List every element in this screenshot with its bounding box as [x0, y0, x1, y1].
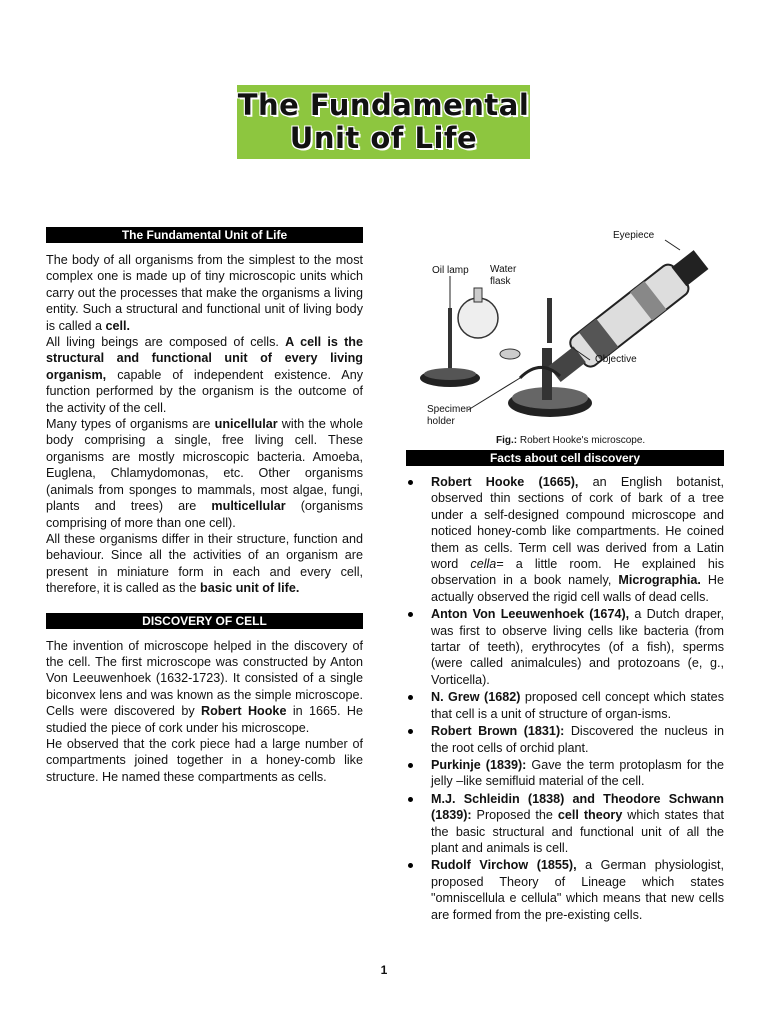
- text: All living beings are composed of cells.: [46, 335, 286, 350]
- microscope-tube: [543, 245, 712, 388]
- bold-text: Rudolf Virchow (1855),: [431, 858, 577, 873]
- text: = a little room. He explained his observation in a book namely,: [431, 557, 724, 588]
- list-item: [406, 723, 724, 756]
- bold-text: M.J. Schleidin (1838) and Theodore Schwann (1839):: [431, 791, 724, 823]
- label-eyepiece: Eyepiece: [613, 230, 655, 241]
- text: (organisms comprising of more than one cell).: [46, 499, 363, 530]
- caption-text: Robert Hooke's microscope.: [517, 435, 646, 446]
- section-header-facts: Facts about cell discovery: [406, 450, 724, 466]
- text: Proposed the: [471, 808, 558, 823]
- right-column: [406, 450, 724, 924]
- bold-text: Robert Hooke (1665),: [431, 475, 579, 489]
- text: Many types of organisms are: [46, 417, 215, 432]
- paragraph-microscope-invention: [46, 638, 363, 736]
- bold-text: Robert Brown (1831):: [431, 724, 565, 739]
- figure-caption: [496, 435, 645, 446]
- bold-text: Purkinje (1839):: [431, 757, 527, 772]
- text: a Dutch draper, was first to observe living cells like bacteria (from tartar of teeth), erythrocytes (of a fish), sperms (were called animalcules) and protozoans (e, g., Vorticella).: [431, 607, 724, 687]
- text: proposed cell concept which states that cell is a unit of structure of organ-isms.: [431, 690, 724, 721]
- text: which states that the basic structural and functional unit of all the plant and animals is cell.: [431, 808, 724, 855]
- paragraph-basic-unit: [46, 531, 363, 597]
- oil-lamp-stand: [448, 308, 452, 378]
- label-specimen-holder: Specimen holder: [427, 404, 472, 427]
- text: Discovered the nucleus in the root cells of orchid plant.: [431, 724, 724, 755]
- paragraph-cell-definition: [46, 334, 363, 416]
- list-item: [406, 606, 724, 688]
- text: He actually observed the rigid cell walls of dead cells.: [431, 573, 724, 604]
- title-banner: [237, 85, 530, 159]
- list-item: [406, 757, 724, 790]
- paragraph-unicellular: [46, 416, 363, 531]
- label-oil-lamp: Oil lamp: [432, 265, 469, 276]
- list-item: [406, 791, 724, 857]
- text: capable of independent existence. Any function performed by the organism is the outcome of the activity of the cell.: [46, 367, 363, 415]
- text: The invention of microscope helped in the discovery of the cell. The first microscope was constructed by Anton Von Leeuwenhoek (1632-1723). It consisted of a single biconvex lens and was known as the simple microscope. Cells were discovered by: [46, 638, 363, 719]
- list-item: [406, 689, 724, 722]
- bold-text: basic unit of life.: [200, 581, 300, 596]
- bold-text: N. Grew (1682): [431, 690, 521, 705]
- text: The body of all organisms from the simplest to the most complex one is made up of tiny microscopic units which carry out the processes that make the organisms a living entity. Such a structural and functional unit of living body is called a: [46, 253, 363, 333]
- bold-text: Anton Von Leeuwenhoek (1674),: [431, 607, 630, 622]
- paragraph-intro: [46, 252, 363, 334]
- page-number: 1: [380, 963, 388, 977]
- caption-bold: Fig.:: [496, 435, 518, 446]
- title-line-1: The Fundamental: [237, 88, 530, 122]
- label-water-flask: Water flask: [490, 264, 517, 287]
- text: Gave the term protoplasm for the jelly –like semifluid material of the cell.: [431, 757, 724, 789]
- text: All these organisms differ in their structure, function and behaviour. Since all the activities of an organism are present in miniature form in each and every cell, therefore, it is called as the: [46, 531, 363, 596]
- bold-text: cell theory: [557, 808, 623, 823]
- text: with the whole body comprising a single, free living cell. These organisms are mostly microscopic bacteria. Amoeba, Euglena, Chlamydomonas, etc. Other organisms (animals from sponges to mammals, most algae, fungi, plants and trees) are: [46, 417, 363, 514]
- list-item: [406, 857, 724, 923]
- bold-text: unicellular: [214, 417, 278, 432]
- facts-list: [406, 474, 724, 923]
- left-column: [46, 227, 363, 785]
- bold-text: Robert Hooke: [201, 704, 287, 719]
- bold-text: Micrographia.: [618, 573, 701, 588]
- text: an English botanist, observed thin sections of cork of bark of a tree under a self-designed compound microscope and noticed honey-comb like compartments. He coined them as cells. Term cell was derived from a Latin word: [431, 475, 725, 572]
- water-flask: [458, 298, 498, 338]
- text: a German physiologist, proposed Theory of Lineage which states "omniscellula e cellula" which means that new cells are formed from the pre-existing cells.: [431, 858, 724, 922]
- section-header-discovery: DISCOVERY OF CELL: [46, 613, 363, 629]
- section-header-fundamental-unit: The Fundamental Unit of Life: [46, 227, 363, 243]
- label-objective: Objective: [595, 354, 637, 365]
- list-item: [406, 474, 724, 605]
- paragraph-cork-observation: He observed that the cork piece had a large number of compartments joined together in a honey-comb like structure. He named these compartments as cells.: [46, 736, 363, 784]
- title-line-2: Unit of Life: [289, 121, 478, 155]
- bold-text: A cell is the structural and functional unit of every living organism,: [46, 335, 363, 382]
- bold-text: cell.: [105, 318, 131, 333]
- text: in 1665. He studied the piece of cork under his microscope.: [46, 704, 363, 735]
- microscope-pillar: [542, 348, 552, 400]
- bold-text: multicellular: [211, 499, 286, 514]
- italic-text: cella: [470, 557, 497, 572]
